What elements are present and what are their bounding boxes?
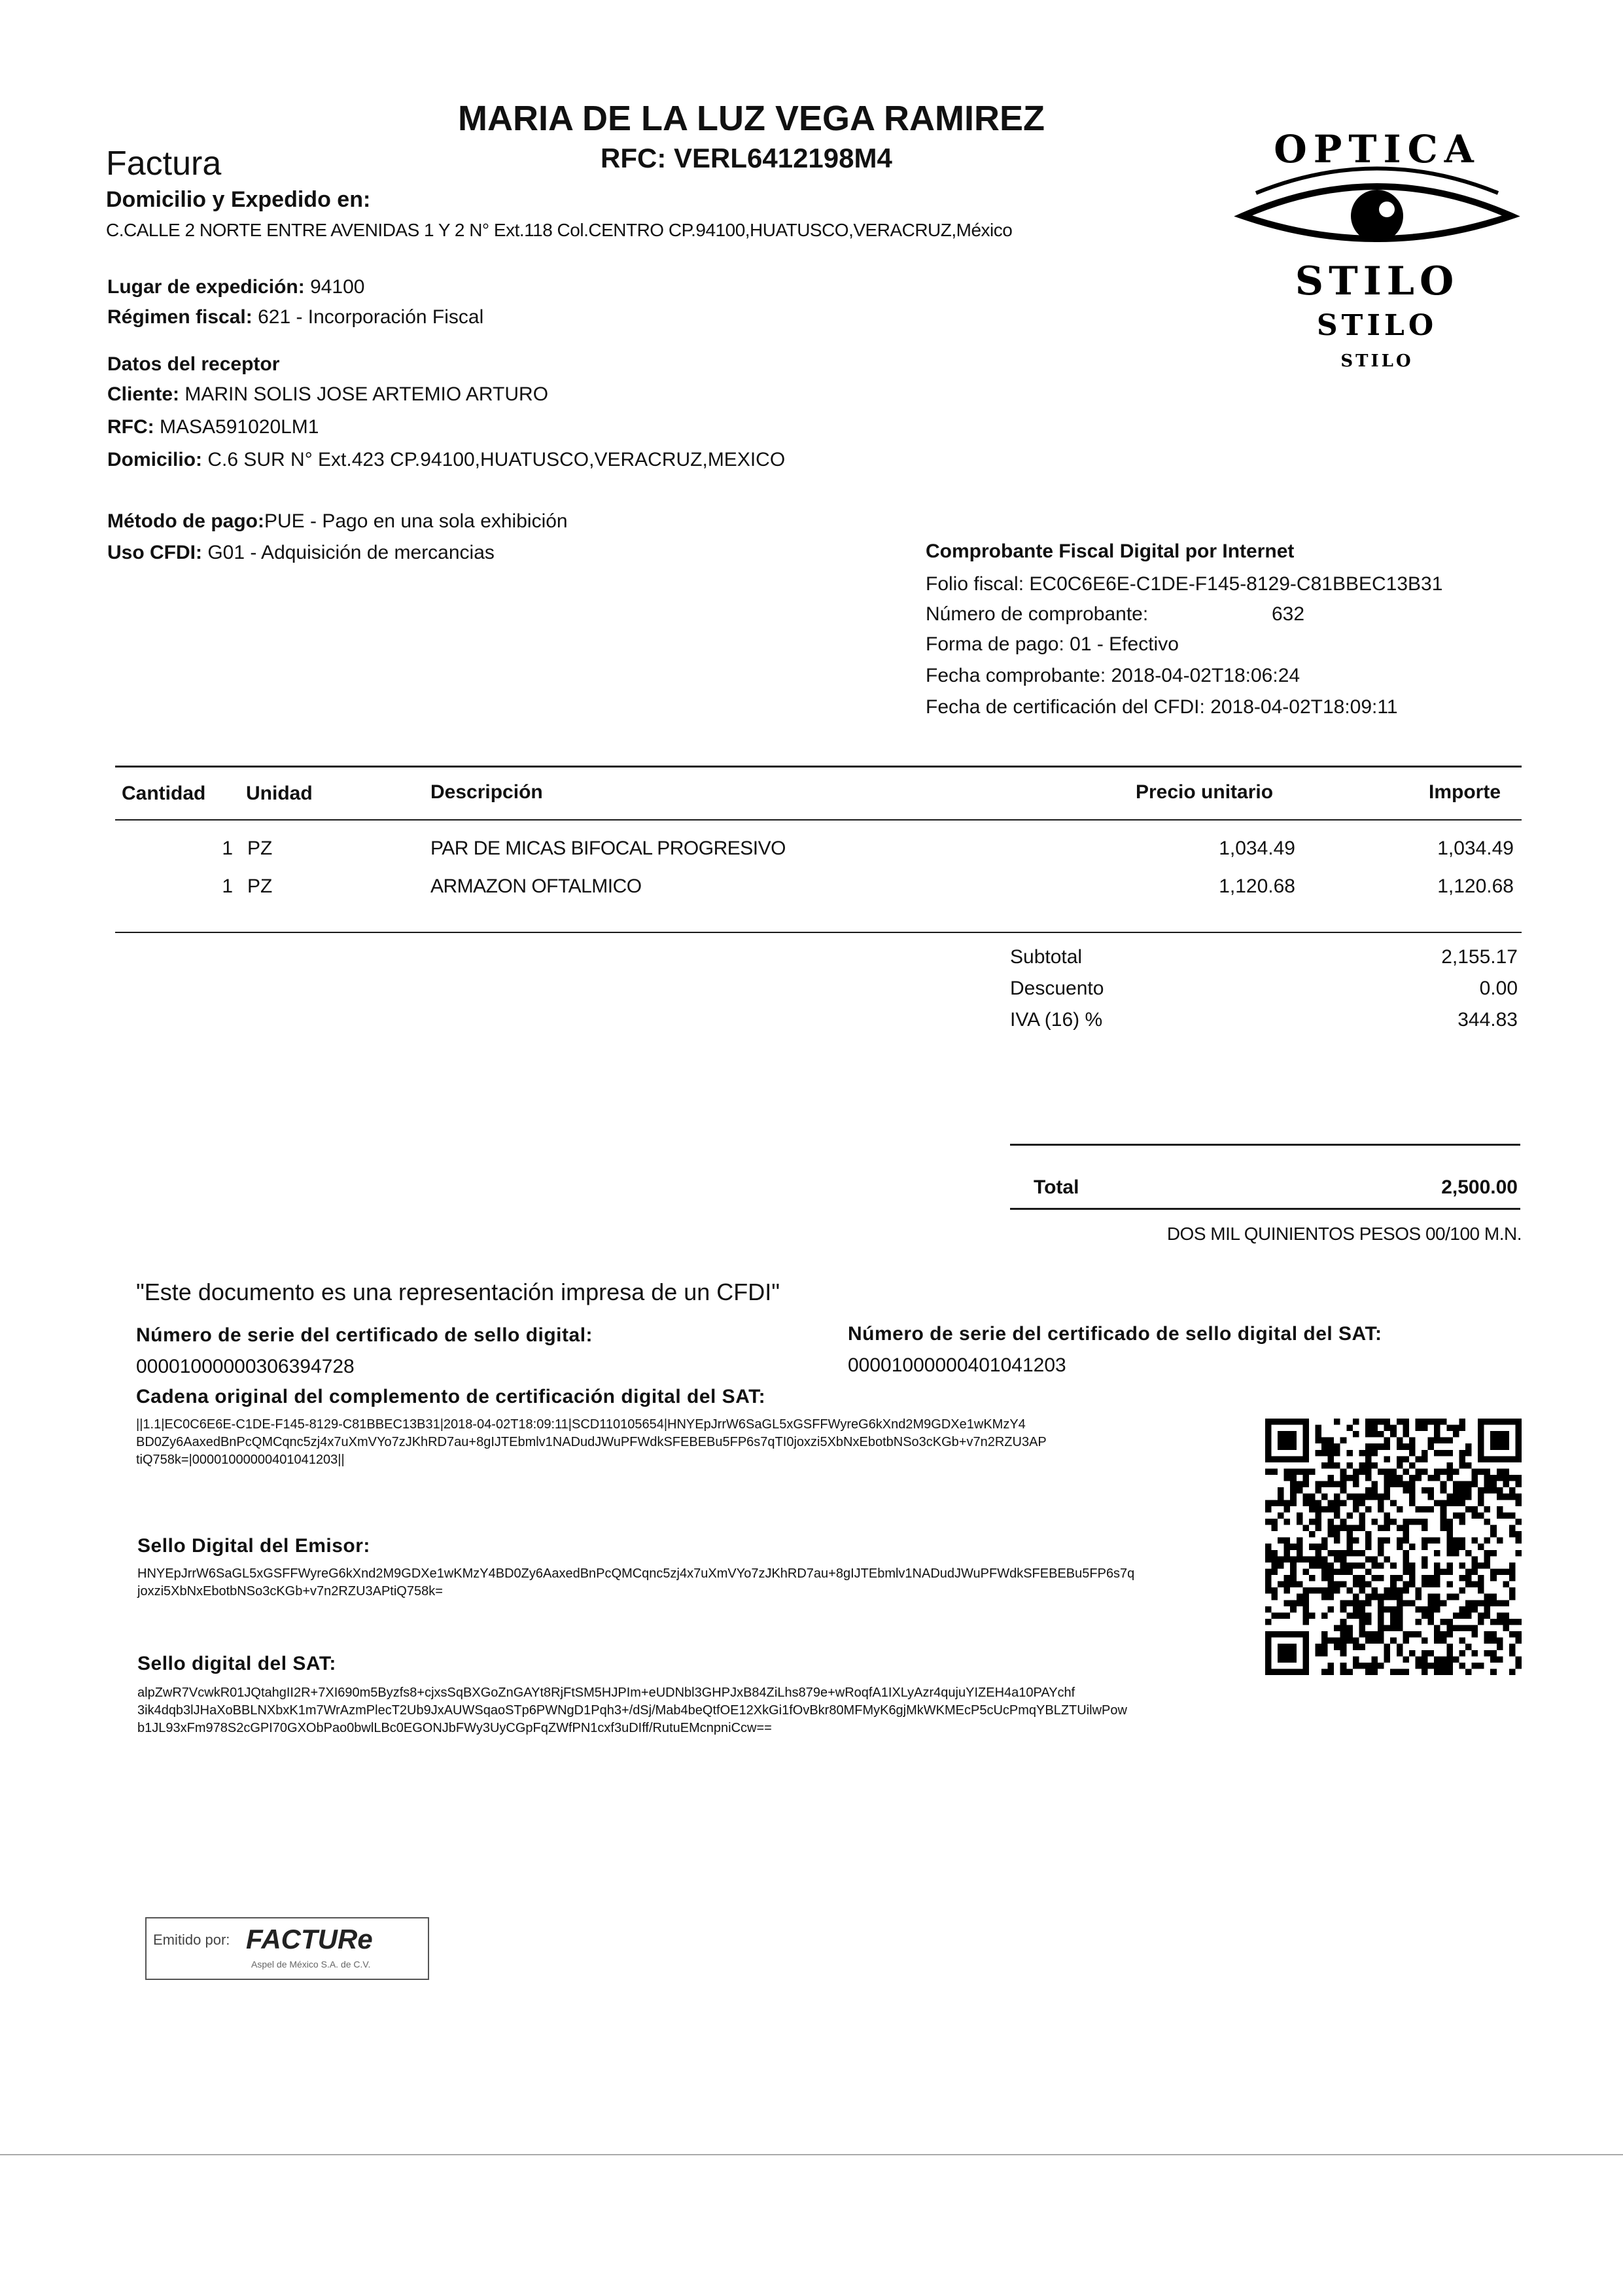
- total-en-letra: DOS MIL QUINIENTOS PESOS 00/100 M.N.: [1166, 1224, 1522, 1244]
- col-cantidad: Cantidad: [122, 783, 206, 804]
- cfdi-folio: [926, 573, 1442, 595]
- lugar-value: 94100: [310, 276, 365, 298]
- col-unidad: Unidad: [246, 783, 313, 804]
- sello-emisor-line: joxzi5XbNxEbotbNSo3cKGb+v7n2RZU3APtiQ758k=: [137, 1584, 443, 1598]
- lugar-expedicion: [107, 276, 365, 298]
- cliente-label: Cliente:: [107, 383, 180, 405]
- facture-sub: Aspel de México S.A. de C.V.: [251, 1959, 371, 1969]
- cadena-line: BD0Zy6AaxedBnPcQMCqnc5zj4x7uXmVYo7zJKhRD7au+8gIJTEbmlv1NADudJWuPFWdkSFEBEBu5FP6s7qTI0joxzi5XbNxEbotbNSo3cKGb+v7n2RZU3AP: [136, 1435, 1047, 1449]
- regimen-fiscal: [107, 306, 483, 328]
- sello-sat-label: Sello digital del SAT:: [137, 1653, 336, 1674]
- logo-line4: STILO: [1340, 351, 1414, 371]
- col-importe: Importe: [1429, 781, 1501, 803]
- folio-label: Folio fiscal:: [926, 573, 1024, 595]
- metodo-pago: [107, 510, 568, 533]
- doc-type: Factura: [106, 145, 222, 183]
- uso-label: Uso CFDI:: [107, 542, 202, 563]
- forma-pago-value: 01 - Efectivo: [1070, 633, 1179, 655]
- cfdi-numero: [926, 603, 1148, 626]
- descuento-value: 0.00: [1479, 978, 1518, 999]
- facture-brand: FACTURe: [246, 1924, 373, 1954]
- emitido-por-stamp: [145, 1917, 429, 1980]
- cliente-value: MARIN SOLIS JOSE ARTEMIO ARTURO: [184, 383, 549, 405]
- optica-stilo-logo: [1217, 131, 1537, 380]
- sello-emisor-label: Sello Digital del Emisor:: [137, 1535, 370, 1557]
- total-top-rule: [1010, 1144, 1520, 1146]
- domicilio-label: Domicilio:: [107, 449, 203, 470]
- row-importe: 1,034.49: [1437, 838, 1514, 859]
- fecha-label: Fecha comprobante:: [926, 665, 1106, 686]
- total-value: 2,500.00: [1441, 1176, 1518, 1198]
- emitido-label: Emitido por:: [153, 1932, 230, 1948]
- eye-iris-icon: [1351, 190, 1403, 242]
- total-bottom-rule: [1010, 1208, 1520, 1210]
- issuer-name: MARIA DE LA LUZ VEGA RAMIREZ: [458, 99, 1045, 138]
- cfdi-fecha-cert: [926, 696, 1398, 718]
- cfdi-fecha: [926, 665, 1300, 687]
- numero-label: Número de comprobante:: [926, 603, 1149, 625]
- col-precio: Precio unitario: [1136, 781, 1274, 803]
- cadena-label: Cadena original del complemento de certificación digital del SAT:: [136, 1386, 766, 1407]
- metodo-value: PUE - Pago en una sola exhibición: [264, 510, 568, 532]
- regimen-value: 621 - Incorporación Fiscal: [258, 306, 484, 328]
- receptor-title: Datos del receptor: [107, 353, 280, 375]
- qr-code-icon: [1265, 1419, 1522, 1675]
- regimen-label: Régimen fiscal:: [107, 306, 253, 328]
- descuento-label: Descuento: [1010, 978, 1104, 999]
- row-precio: 1,120.68: [1219, 875, 1295, 897]
- sello-emisor-line: HNYEpJrrW6SaGL5xGSFFWyreG6kXnd2M9GDXe1wKMzY4BD0Zy6AaxedBnPcQMCqnc5zj4x7uXmVYo7zJKhRD7au+8gIJTEbmlv1NADudJWuPFWdkSFEBEBu5FP6s7q: [137, 1566, 1135, 1581]
- folio-value: EC0C6E6E-C1DE-F145-8129-C81BBEC13B31: [1029, 573, 1443, 595]
- logo-line1: OPTICA: [1274, 131, 1480, 171]
- logo-line2: STILO: [1295, 258, 1459, 304]
- row-importe: 1,120.68: [1437, 875, 1514, 897]
- receptor-rfc: [107, 416, 319, 438]
- cert-emisor-label: Número de serie del certificado de sello digital:: [136, 1324, 593, 1346]
- receptor-cliente: [107, 383, 548, 406]
- sello-emisor: [137, 1565, 1249, 1600]
- cadena-original: [136, 1416, 1235, 1469]
- cert-emisor-value: 00001000000306394728: [136, 1356, 355, 1377]
- fecha-value: 2018-04-02T18:06:24: [1111, 665, 1300, 686]
- sello-sat-line: 3ik4dqb3lJHaXoBBLNXbxK1m7WrAzmPlecT2Ub9JxAUWSqaoSTp6PWNgD1Pqh3+/dSj/Mab4beQtfOE12XkGi1fOvBkr80MFMyK6gjMkWKMEcP5cUcPmqYBLZTUilwPow: [137, 1703, 1127, 1718]
- sello-sat-line: b1JL93xFm978S2cGPI70GXObPao0bwlLBc0EGONJbFWy3UyCGpFqZWfPN1cxf3uDIff/RutuEMcnpniCcw==: [137, 1721, 772, 1735]
- iva-value: 344.83: [1457, 1009, 1518, 1031]
- iva-label: IVA (16) %: [1010, 1009, 1103, 1031]
- row-unidad: PZ: [247, 838, 273, 859]
- domicilio-value: C.6 SUR N° Ext.423 CP.94100,HUATUSCO,VERACRUZ,MEXICO: [207, 449, 786, 470]
- cert-sat-value: 00001000000401041203: [848, 1354, 1066, 1376]
- sello-sat-line: alpZwR7VcwkR01JQtahgII2R+7XI690m5Byzfs8+cjxsSqBXGoZnGAYt8RjFtSM5HJPIm+eUDNbl3GHPJxB84ZiLhs879e+wRoqfA1IXLyAzr4qujuYIZEH4a10PAYchf: [137, 1686, 1075, 1700]
- cert-sat-label: Número de serie del certificado de sello digital del SAT:: [848, 1323, 1382, 1345]
- receptor-rfc-value: MASA591020LM1: [160, 416, 319, 438]
- fecha-cert-label: Fecha de certificación del CFDI:: [926, 696, 1205, 718]
- uso-value: G01 - Adquisición de mercancias: [207, 542, 495, 563]
- issuer-rfc: [601, 143, 892, 174]
- subtotal-label: Subtotal: [1010, 946, 1083, 968]
- issuer-address: C.CALLE 2 NORTE ENTRE AVENIDAS 1 Y 2 N° Ext.118 Col.CENTRO CP.94100,HUATUSCO,VERACRUZ,México: [106, 220, 1013, 240]
- total-label: Total: [1034, 1176, 1079, 1198]
- row-descripcion: ARMAZON OFTALMICO: [430, 875, 642, 897]
- logo-line3: STILO: [1316, 309, 1438, 342]
- row-precio: 1,034.49: [1219, 838, 1295, 859]
- lugar-label: Lugar de expedición:: [107, 276, 305, 298]
- cadena-line: tiQ758k=|00001000000401041203||: [136, 1453, 345, 1467]
- row-unidad: PZ: [247, 875, 273, 897]
- numero-value: 632: [1272, 603, 1305, 625]
- uso-cfdi: [107, 542, 495, 564]
- row-cantidad: 1: [222, 875, 233, 897]
- representacion-note: "Este documento es una representación impresa de un CFDI": [136, 1279, 780, 1305]
- metodo-label: Método de pago:: [107, 510, 264, 532]
- eye-pupil-icon: [1379, 202, 1395, 217]
- cfdi-title: Comprobante Fiscal Digital por Internet: [926, 540, 1295, 562]
- col-descripcion: Descripción: [430, 781, 543, 803]
- subtotal-value: 2,155.17: [1441, 946, 1518, 968]
- receptor-domicilio: [107, 449, 785, 471]
- sello-sat: [137, 1684, 1249, 1737]
- table-top-rule: [115, 766, 1522, 768]
- scan-edge: [0, 2154, 1623, 2155]
- row-cantidad: 1: [222, 838, 233, 859]
- issuer-rfc-label: RFC:: [601, 143, 667, 173]
- forma-pago-label: Forma de pago:: [926, 633, 1064, 655]
- receptor-rfc-label: RFC:: [107, 416, 154, 438]
- table-header-rule: [115, 819, 1522, 821]
- row-descripcion: PAR DE MICAS BIFOCAL PROGRESIVO: [430, 838, 786, 859]
- table-bottom-rule: [115, 932, 1522, 933]
- cfdi-forma-pago: [926, 633, 1179, 656]
- cadena-line: ||1.1|EC0C6E6E-C1DE-F145-8129-C81BBEC13B31|2018-04-02T18:09:11|SCD110105654|HNYEpJrrW6SaGL5xGSFFWyreG6kXnd2M9GDXe1wKMzY4: [136, 1417, 1026, 1432]
- address-header: Domicilio y Expedido en:: [106, 187, 371, 212]
- fecha-cert-value: 2018-04-02T18:09:11: [1210, 696, 1398, 718]
- issuer-rfc-value: VERL6412198M4: [673, 143, 892, 173]
